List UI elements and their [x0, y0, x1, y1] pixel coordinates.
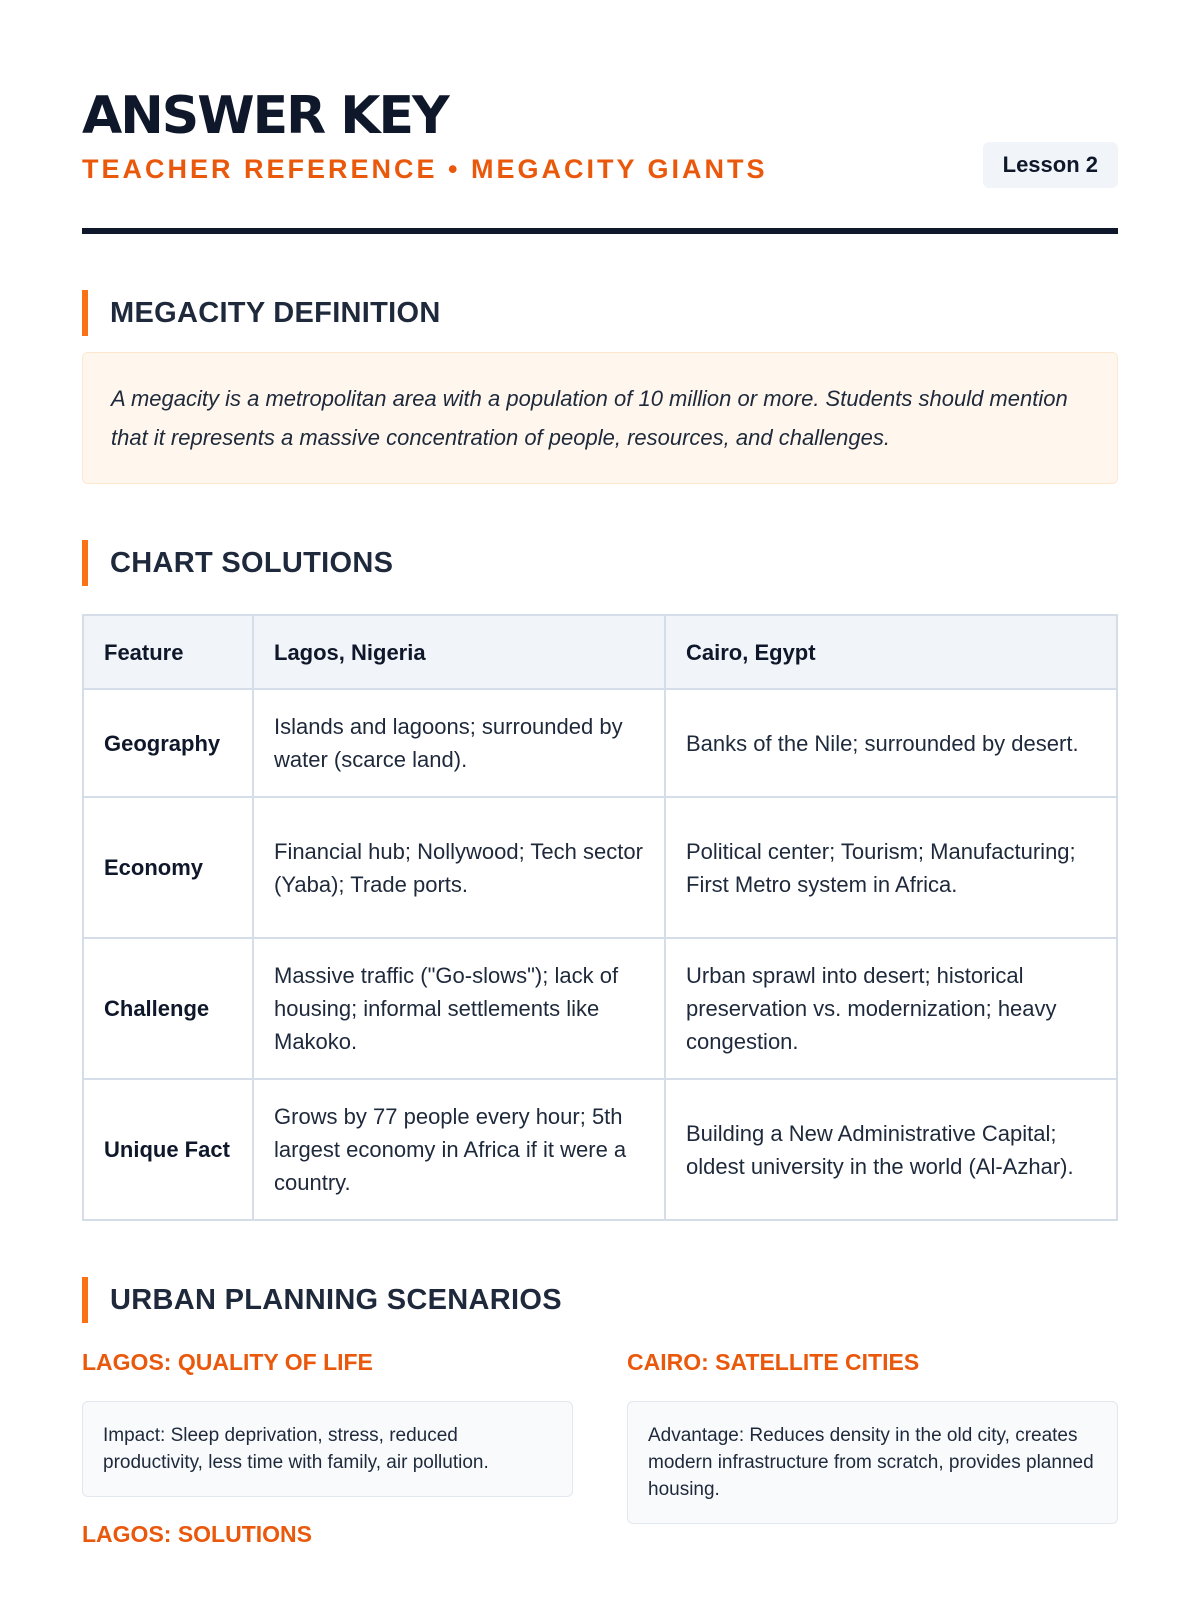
chart-solutions-table — [82, 614, 1118, 1221]
scenario-column-left — [82, 1345, 573, 1551]
row-feature: Economy — [83, 797, 253, 938]
section-accent-bar — [82, 290, 88, 336]
cell-lagos: Islands and lagoons; surrounded by water (scarce land). — [253, 689, 665, 797]
column-header-feature: Feature — [83, 615, 253, 689]
page-title: ANSWER KEY — [82, 86, 448, 146]
column-header-cairo: Cairo, Egypt — [665, 615, 1117, 689]
table-header-row — [83, 615, 1117, 689]
scenarios-heading — [82, 1277, 1118, 1323]
table-row — [83, 1079, 1117, 1220]
table-row — [83, 689, 1117, 797]
definition-heading — [82, 290, 1118, 336]
definition-text: A megacity is a metropolitan area with a population of 10 million or more. Students should mention that it represents a massive concentration of people, resources, and challenges. — [82, 352, 1118, 484]
table-row — [83, 797, 1117, 938]
section-accent-bar — [82, 540, 88, 586]
cell-lagos: Financial hub; Nollywood; Tech sector (Yaba); Trade ports. — [253, 797, 665, 938]
cell-lagos: Massive traffic ("Go-slows"); lack of housing; informal settlements like Makoko. — [253, 938, 665, 1079]
chart-section — [82, 540, 1118, 1221]
scenarios-section — [82, 1277, 1118, 1551]
cell-lagos: Grows by 77 people every hour; 5th largest economy in Africa if it were a country. — [253, 1079, 665, 1220]
chart-heading — [82, 540, 1118, 586]
lesson-badge: Lesson 2 — [983, 142, 1118, 188]
scenario-title-lagos-quality: LAGOS: QUALITY OF LIFE — [82, 1349, 373, 1375]
scenario-title-lagos-solutions: LAGOS: SOLUTIONS — [82, 1521, 312, 1547]
page-header — [82, 86, 1118, 234]
cell-cairo: Urban sprawl into desert; historical preservation vs. modernization; heavy congestion. — [665, 938, 1117, 1079]
cell-cairo: Political center; Tourism; Manufacturing; First Metro system in Africa. — [665, 797, 1117, 938]
scenarios-grid — [82, 1345, 1118, 1551]
row-feature: Unique Fact — [83, 1079, 253, 1220]
cell-cairo: Building a New Administrative Capital; oldest university in the world (Al-Azhar). — [665, 1079, 1117, 1220]
row-feature: Geography — [83, 689, 253, 797]
chart-title: CHART SOLUTIONS — [110, 546, 394, 579]
scenario-answer-lagos-quality: Impact: Sleep deprivation, stress, reduced productivity, less time with family, air pollution. — [82, 1401, 573, 1497]
definition-title: MEGACITY DEFINITION — [110, 296, 441, 329]
column-header-lagos: Lagos, Nigeria — [253, 615, 665, 689]
scenarios-title: URBAN PLANNING SCENARIOS — [110, 1283, 562, 1316]
scenario-column-right — [627, 1345, 1118, 1551]
row-feature: Challenge — [83, 938, 253, 1079]
page-subtitle: TEACHER REFERENCE • MEGACITY GIANTS — [82, 154, 768, 184]
scenario-answer-cairo-satellite: Advantage: Reduces density in the old city, creates modern infrastructure from scratch, provides planned housing. — [627, 1401, 1118, 1524]
definition-section — [82, 290, 1118, 484]
cell-cairo: Banks of the Nile; surrounded by desert. — [665, 689, 1117, 797]
table-row — [83, 938, 1117, 1079]
section-accent-bar — [82, 1277, 88, 1323]
scenario-title-cairo-satellite: CAIRO: SATELLITE CITIES — [627, 1349, 920, 1375]
